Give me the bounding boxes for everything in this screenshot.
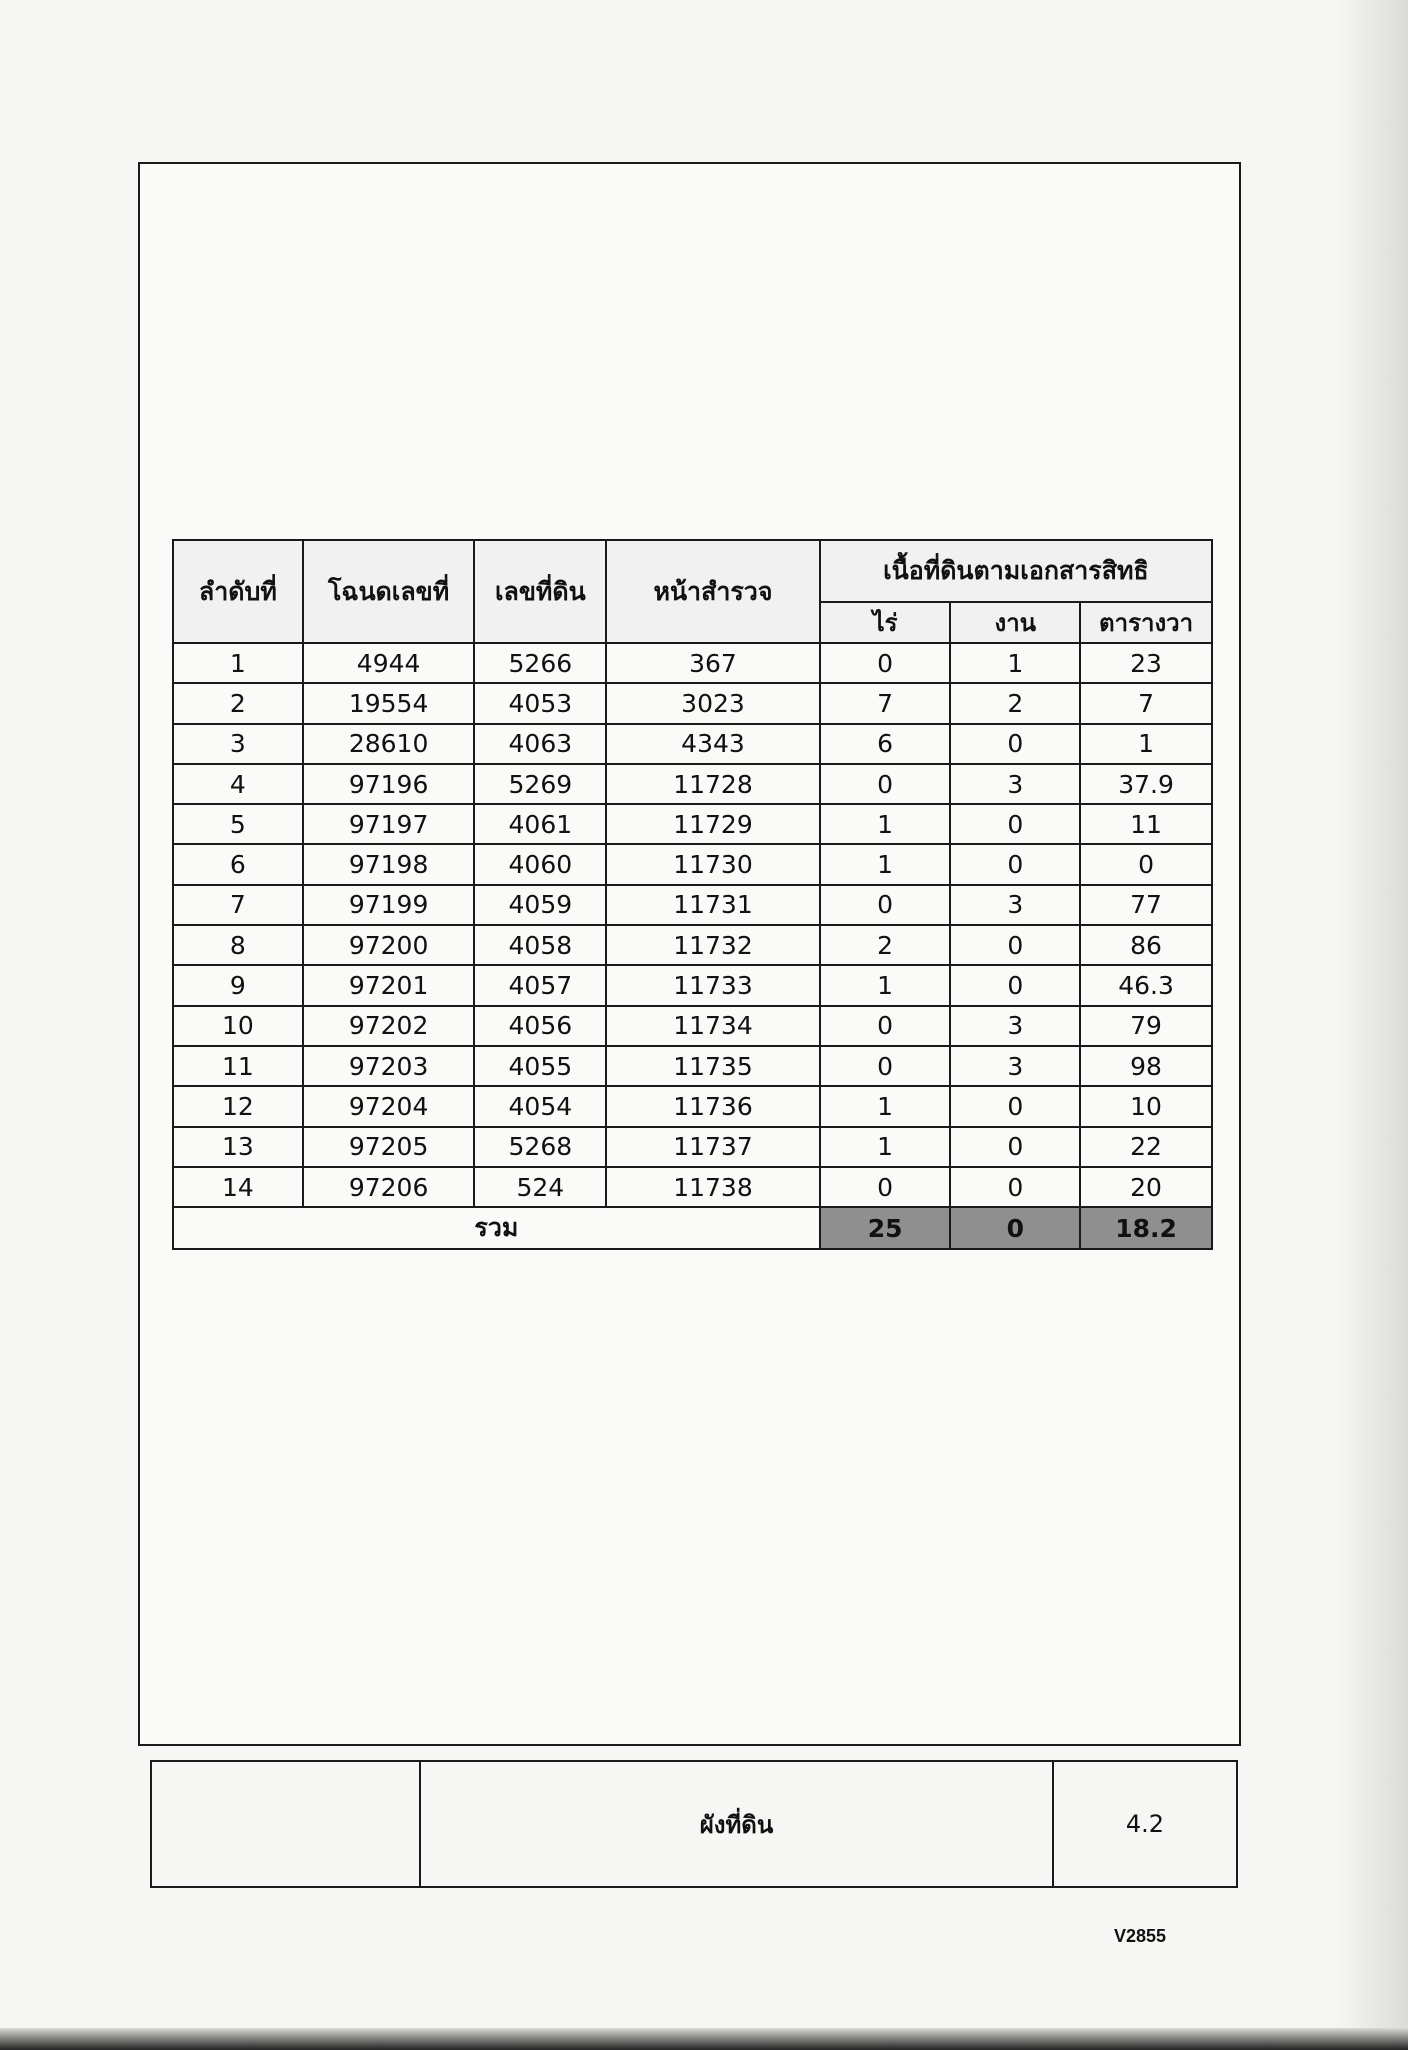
cell-rai: 1 bbox=[820, 965, 951, 1005]
cell-rai: 0 bbox=[820, 1046, 951, 1086]
cell-no: 11 bbox=[173, 1046, 303, 1086]
cell-ngan: 3 bbox=[950, 885, 1080, 925]
table-row bbox=[173, 844, 1212, 884]
header-ngan: งาน bbox=[950, 602, 1080, 643]
cell-deed-no: 97204 bbox=[303, 1086, 475, 1126]
total-ngan: 0 bbox=[950, 1207, 1080, 1249]
cell-survey-page: 11734 bbox=[606, 1006, 820, 1046]
cell-land-no: 4059 bbox=[474, 885, 606, 925]
cell-rai: 0 bbox=[820, 885, 951, 925]
cell-sq-wa: 7 bbox=[1080, 683, 1212, 723]
cell-deed-no: 97200 bbox=[303, 925, 475, 965]
cell-sq-wa: 37.9 bbox=[1080, 764, 1212, 804]
cell-deed-no: 4944 bbox=[303, 643, 475, 683]
cell-deed-no: 97205 bbox=[303, 1127, 475, 1167]
cell-ngan: 0 bbox=[950, 1086, 1080, 1126]
cell-survey-page: 11728 bbox=[606, 764, 820, 804]
table-row bbox=[173, 643, 1212, 683]
title-block-ref: 4.2 bbox=[1125, 1810, 1165, 1838]
table-body bbox=[173, 643, 1212, 1207]
cell-deed-no: 97206 bbox=[303, 1167, 475, 1207]
cell-sq-wa: 20 bbox=[1080, 1167, 1212, 1207]
cell-land-no: 4056 bbox=[474, 1006, 606, 1046]
table-row bbox=[173, 1006, 1212, 1046]
cell-ngan: 0 bbox=[950, 925, 1080, 965]
cell-land-no: 5268 bbox=[474, 1127, 606, 1167]
header-sq-wa: ตารางวา bbox=[1080, 602, 1212, 643]
cell-sq-wa: 0 bbox=[1080, 844, 1212, 884]
table-row bbox=[173, 724, 1212, 764]
total-row bbox=[173, 1207, 1212, 1249]
cell-ngan: 0 bbox=[950, 724, 1080, 764]
cell-deed-no: 97201 bbox=[303, 965, 475, 1005]
cell-survey-page: 11736 bbox=[606, 1086, 820, 1126]
total-label: รวม bbox=[173, 1207, 820, 1249]
header-area-group: เนื้อที่ดินตามเอกสารสิทธิ bbox=[820, 540, 1212, 602]
cell-sq-wa: 11 bbox=[1080, 804, 1212, 844]
cell-land-no: 4063 bbox=[474, 724, 606, 764]
cell-no: 3 bbox=[173, 724, 303, 764]
title-block-title: ผังที่ดิน bbox=[421, 1762, 1054, 1886]
cell-ngan: 0 bbox=[950, 844, 1080, 884]
cell-deed-no: 19554 bbox=[303, 683, 475, 723]
page-bottom-edge bbox=[0, 2028, 1408, 2050]
header-land-no: เลขที่ดิน bbox=[474, 540, 606, 643]
cell-no: 6 bbox=[173, 844, 303, 884]
cell-sq-wa: 10 bbox=[1080, 1086, 1212, 1126]
cell-ngan: 2 bbox=[950, 683, 1080, 723]
document-id: V2855 bbox=[1114, 1926, 1167, 1946]
table-row bbox=[173, 1167, 1212, 1207]
table-row bbox=[173, 683, 1212, 723]
cell-deed-no: 97203 bbox=[303, 1046, 475, 1086]
cell-rai: 1 bbox=[820, 844, 951, 884]
cell-survey-page: 3023 bbox=[606, 683, 820, 723]
cell-ngan: 1 bbox=[950, 643, 1080, 683]
cell-sq-wa: 86 bbox=[1080, 925, 1212, 965]
cell-sq-wa: 22 bbox=[1080, 1127, 1212, 1167]
table-row bbox=[173, 1086, 1212, 1126]
cell-sq-wa: 98 bbox=[1080, 1046, 1212, 1086]
cell-deed-no: 97202 bbox=[303, 1006, 475, 1046]
cell-rai: 0 bbox=[820, 1167, 951, 1207]
cell-rai: 7 bbox=[820, 683, 951, 723]
cell-rai: 0 bbox=[820, 764, 951, 804]
title-block bbox=[150, 1760, 1238, 1888]
table-row bbox=[173, 1046, 1212, 1086]
cell-land-no: 5266 bbox=[474, 643, 606, 683]
cell-ngan: 0 bbox=[950, 1127, 1080, 1167]
cell-survey-page: 11732 bbox=[606, 925, 820, 965]
cell-land-no: 4054 bbox=[474, 1086, 606, 1126]
table-row bbox=[173, 1127, 1212, 1167]
cell-sq-wa: 79 bbox=[1080, 1006, 1212, 1046]
cell-deed-no: 28610 bbox=[303, 724, 475, 764]
table-row bbox=[173, 804, 1212, 844]
cell-no: 4 bbox=[173, 764, 303, 804]
cell-rai: 6 bbox=[820, 724, 951, 764]
table-row bbox=[173, 764, 1212, 804]
table-row bbox=[173, 885, 1212, 925]
cell-land-no: 5269 bbox=[474, 764, 606, 804]
cell-no: 13 bbox=[173, 1127, 303, 1167]
header-deed-no: โฉนดเลขที่ bbox=[303, 540, 475, 643]
cell-sq-wa: 23 bbox=[1080, 643, 1212, 683]
cell-land-no: 4061 bbox=[474, 804, 606, 844]
cell-rai: 1 bbox=[820, 1127, 951, 1167]
cell-sq-wa: 1 bbox=[1080, 724, 1212, 764]
cell-ngan: 0 bbox=[950, 1167, 1080, 1207]
cell-rai: 1 bbox=[820, 1086, 951, 1126]
cell-rai: 2 bbox=[820, 925, 951, 965]
cell-survey-page: 11738 bbox=[606, 1167, 820, 1207]
title-block-blank-cell bbox=[152, 1762, 421, 1886]
cell-deed-no: 97199 bbox=[303, 885, 475, 925]
table-header-row bbox=[173, 540, 1212, 602]
cell-no: 5 bbox=[173, 804, 303, 844]
cell-ngan: 0 bbox=[950, 965, 1080, 1005]
cell-sq-wa: 77 bbox=[1080, 885, 1212, 925]
header-rai: ไร่ bbox=[820, 602, 951, 643]
cell-no: 8 bbox=[173, 925, 303, 965]
cell-survey-page: 367 bbox=[606, 643, 820, 683]
cell-survey-page: 11729 bbox=[606, 804, 820, 844]
cell-no: 14 bbox=[173, 1167, 303, 1207]
header-survey-page: หน้าสำรวจ bbox=[606, 540, 820, 643]
cell-rai: 0 bbox=[820, 643, 951, 683]
cell-land-no: 4060 bbox=[474, 844, 606, 884]
cell-rai: 0 bbox=[820, 1006, 951, 1046]
page-edge-shadow bbox=[1338, 0, 1408, 2050]
land-table bbox=[172, 539, 1213, 1250]
cell-survey-page: 11737 bbox=[606, 1127, 820, 1167]
cell-no: 2 bbox=[173, 683, 303, 723]
cell-no: 7 bbox=[173, 885, 303, 925]
cell-sq-wa: 46.3 bbox=[1080, 965, 1212, 1005]
cell-deed-no: 97198 bbox=[303, 844, 475, 884]
cell-ngan: 3 bbox=[950, 1046, 1080, 1086]
header-no: ลำดับที่ bbox=[173, 540, 303, 643]
cell-no: 12 bbox=[173, 1086, 303, 1126]
cell-no: 9 bbox=[173, 965, 303, 1005]
cell-land-no: 4055 bbox=[474, 1046, 606, 1086]
cell-deed-no: 97197 bbox=[303, 804, 475, 844]
cell-no: 10 bbox=[173, 1006, 303, 1046]
cell-survey-page: 11735 bbox=[606, 1046, 820, 1086]
cell-survey-page: 4343 bbox=[606, 724, 820, 764]
cell-survey-page: 11733 bbox=[606, 965, 820, 1005]
cell-no: 1 bbox=[173, 643, 303, 683]
cell-rai: 1 bbox=[820, 804, 951, 844]
cell-ngan: 3 bbox=[950, 764, 1080, 804]
cell-ngan: 3 bbox=[950, 1006, 1080, 1046]
cell-ngan: 0 bbox=[950, 804, 1080, 844]
total-sq-wa: 18.2 bbox=[1080, 1207, 1212, 1249]
total-rai: 25 bbox=[820, 1207, 951, 1249]
cell-land-no: 4058 bbox=[474, 925, 606, 965]
table-row bbox=[173, 965, 1212, 1005]
cell-deed-no: 97196 bbox=[303, 764, 475, 804]
table-row bbox=[173, 925, 1212, 965]
cell-survey-page: 11730 bbox=[606, 844, 820, 884]
cell-land-no: 524 bbox=[474, 1167, 606, 1207]
cell-land-no: 4057 bbox=[474, 965, 606, 1005]
cell-land-no: 4053 bbox=[474, 683, 606, 723]
cell-survey-page: 11731 bbox=[606, 885, 820, 925]
